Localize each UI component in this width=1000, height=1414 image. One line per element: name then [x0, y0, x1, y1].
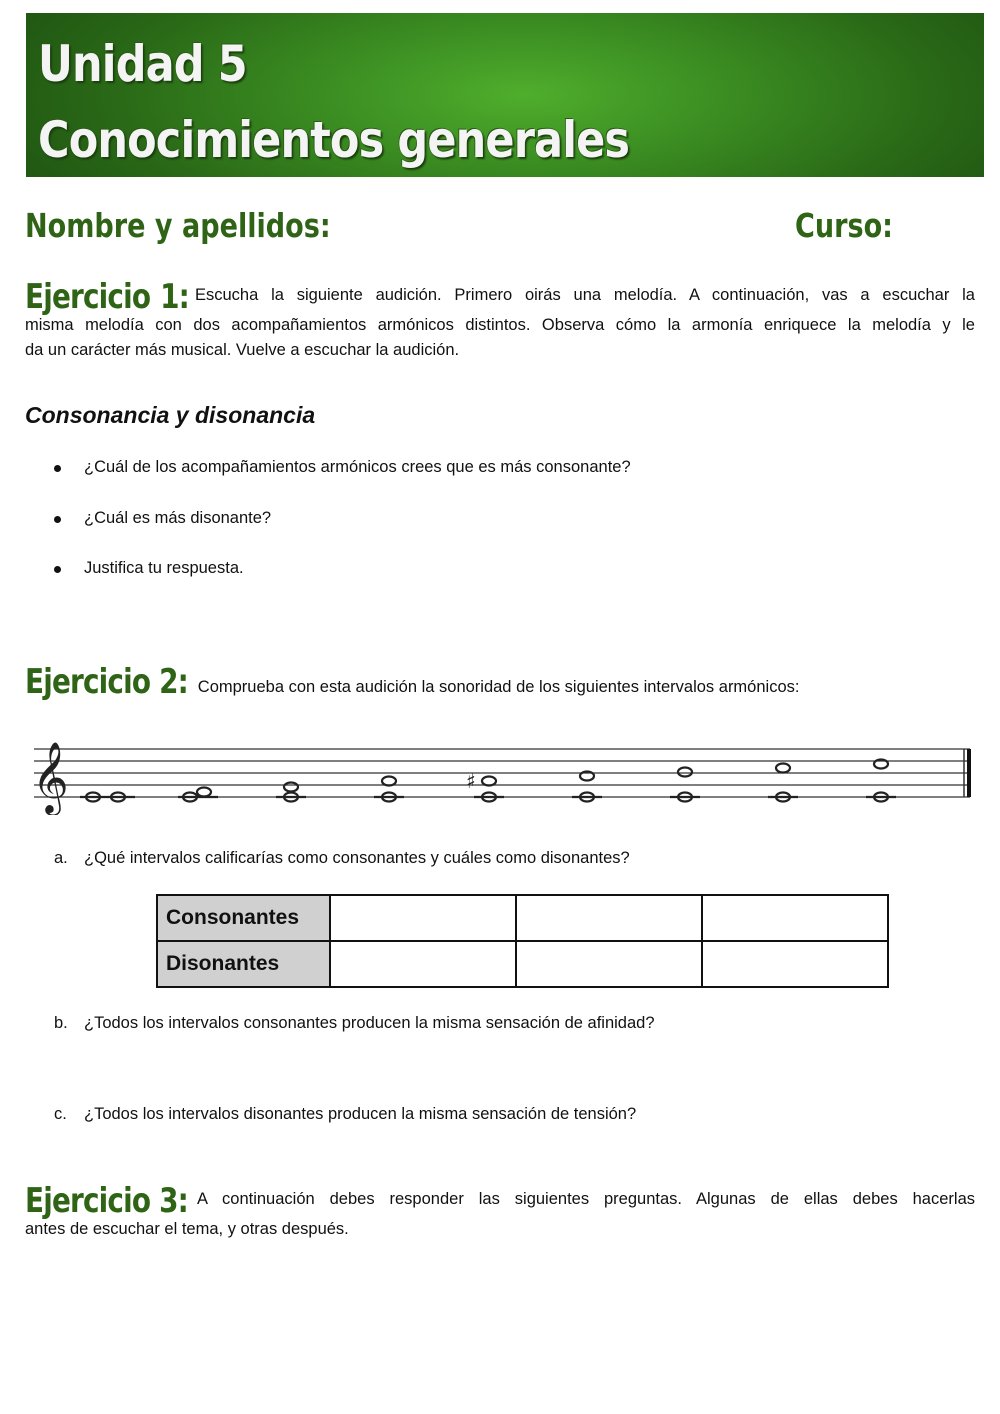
exercise-3-heading: Ejercicio 3: [25, 1181, 189, 1221]
bullet-item: ¿Cuál es más disonante? [84, 509, 271, 528]
exercise-1-text-line2: misma melodía con dos acompañamientos armónicos distintos. Observa cómo la armonía enriquece la melodía y le [25, 316, 975, 334]
row-header-consonantes: Consonantes [157, 895, 330, 941]
table-row [157, 895, 888, 941]
exercise-1-text-line1: Escucha la siguiente audición. Primero oirás una melodía. A continuación, vas a escuchar la [195, 286, 975, 304]
answer-cell[interactable] [330, 941, 516, 987]
section-subtitle: Consonancia y disonancia [25, 402, 316, 428]
answer-cell[interactable] [516, 941, 702, 987]
unit-subtitle: Conocimientos generales [38, 111, 630, 169]
name-label: Nombre y apellidos: [25, 206, 331, 245]
bullet-dot-icon [54, 516, 61, 523]
bullet-item: ¿Cuál de los acompañamientos armónicos crees que es más consonante? [84, 458, 631, 477]
exercise-1 [25, 278, 975, 363]
answer-cell[interactable] [702, 895, 888, 941]
course-label: Curso: [795, 206, 893, 245]
exercise-2-heading: Ejercicio 2: [25, 662, 189, 702]
row-header-disonantes: Disonantes [157, 941, 330, 987]
exercise-1-text-line3: da un carácter más musical. Vuelve a escuchar la audición. [25, 341, 460, 359]
intervals-table [156, 894, 889, 988]
unit-title: Unidad 5 [38, 35, 247, 93]
exercise-2 [25, 662, 799, 702]
question-c: c. ¿Todos los intervalos disonantes producen la misma sensación de tensión? [54, 1105, 637, 1123]
exercise-2-text: Comprueba con esta audición la sonoridad de los siguientes intervalos armónicos: [197, 678, 800, 696]
bullet-dot-icon [54, 465, 61, 472]
bullet-item: Justifica tu respuesta. [84, 559, 244, 578]
exercise-3 [25, 1180, 975, 1242]
svg-text:♯: ♯ [466, 769, 476, 793]
question-b: b. ¿Todos los intervalos consonantes producen la misma sensación de afinidad? [54, 1014, 655, 1032]
table-row [157, 941, 888, 987]
bullet-dot-icon [54, 566, 61, 573]
answer-cell[interactable] [516, 895, 702, 941]
answer-cell[interactable] [330, 895, 516, 941]
music-staff-icon [30, 725, 980, 815]
exercise-1-heading: Ejercicio 1: [25, 277, 189, 317]
answer-cell[interactable] [702, 941, 888, 987]
exercise-3-text-line2: antes de escuchar el tema, y otras después. [25, 1220, 349, 1238]
svg-text:𝄞: 𝄞 [32, 740, 69, 813]
title-banner [26, 13, 984, 177]
exercise-3-text-line1: A continuación debes responder las siguientes preguntas. Algunas de ellas debes hacerlas [197, 1190, 975, 1208]
question-a: a. ¿Qué intervalos calificarías como consonantes y cuáles como disonantes? [54, 849, 630, 867]
